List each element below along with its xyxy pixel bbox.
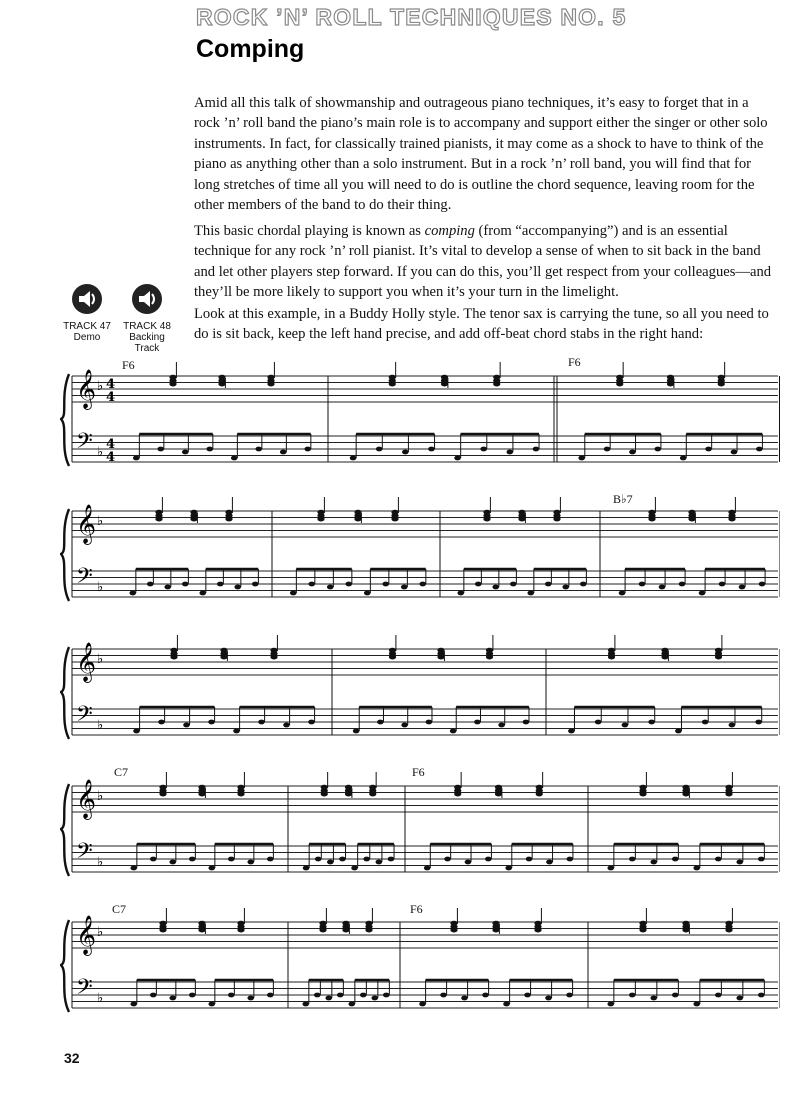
bass-note: [580, 582, 587, 587]
track-47-demo[interactable]: [58, 283, 116, 343]
chord-note: [389, 648, 396, 653]
chord-symbol: C7: [112, 902, 127, 916]
bass-note: [507, 450, 514, 455]
bass-note: [607, 1002, 614, 1007]
bass-note: [524, 993, 531, 998]
flat-sign: ♭: [97, 718, 104, 733]
chord-note: [639, 785, 646, 790]
chord-note: [450, 921, 457, 926]
chord-note: [237, 785, 244, 790]
bass-note: [715, 993, 722, 998]
bass-note: [482, 993, 489, 998]
bass-note: [129, 591, 136, 596]
chord-note: [667, 375, 674, 380]
intro-paragraph: Amid all this talk of showmanship and outrageous piano techniques, it’s easy to forget that in a rock ’n’ roll band the piano’s main role is to accompany and support either the singer or other solo instruments. In fact, for classically trained pianists, it may come as a shock to have to think of the piano as anything other than a solo instrument. But in a rock ’n’ roll band, you will find that for long stretches of time all you will need to do is outline the chord sequence, leaving room for the other members of the band to do their thing.: [194, 94, 768, 214]
flat-sign: ♭: [97, 991, 104, 1006]
chord-note: [190, 510, 197, 515]
bass-note: [659, 585, 666, 590]
bass-note: [457, 591, 464, 596]
bass-clef: 𝄢: [76, 429, 93, 459]
bass-note: [376, 860, 383, 865]
bass-note: [206, 447, 213, 452]
bass-note: [308, 582, 315, 587]
chord-note: [237, 921, 244, 926]
chord-note: [321, 785, 328, 790]
bass-note: [383, 993, 390, 998]
chord-note: [441, 375, 448, 380]
bass-note: [183, 723, 190, 728]
treble-clef: 𝄞: [76, 369, 97, 409]
bass-note: [169, 996, 176, 1001]
chord-note: [218, 375, 225, 380]
treble-clef: 𝄞: [76, 504, 97, 544]
track-number: TRACK 47: [63, 321, 111, 332]
bass-note: [402, 450, 409, 455]
grand-staff: [60, 625, 780, 765]
bass-note: [258, 720, 265, 725]
bass-note: [566, 993, 573, 998]
grand-staff: [60, 762, 780, 902]
bass-note: [353, 729, 360, 734]
bass-note: [315, 857, 322, 862]
bass-note: [182, 450, 189, 455]
bass-note: [290, 591, 297, 596]
bass-note: [150, 857, 157, 862]
bass-note: [351, 866, 358, 871]
bass-note: [545, 996, 552, 1001]
grand-staff: [60, 487, 780, 627]
bass-note: [461, 996, 468, 1001]
bass-note: [622, 723, 629, 728]
chord-note: [354, 510, 361, 515]
bass-note: [231, 456, 238, 461]
bass-note: [527, 591, 534, 596]
comping-paragraph-end: (from “accompanying”) and is an essential technique for any rock ’n’ roll pianist. It’s vital to develop a sense of when to sit back in the band and let other players step forward. If you can do this, you’ll get respect from your colleagues—and they’ll be more likely to support you when it’s your turn in the limelight.: [194, 222, 772, 301]
bass-note: [377, 720, 384, 725]
bass-note: [650, 860, 657, 865]
bass-note: [327, 585, 334, 590]
bass-note: [364, 591, 371, 596]
bass-note: [302, 1002, 309, 1007]
chord-note: [155, 510, 162, 515]
chord-note: [389, 375, 396, 380]
bass-note: [150, 993, 157, 998]
bass-note: [363, 857, 370, 862]
bass-note: [339, 857, 346, 862]
bass-note: [480, 447, 487, 452]
chord-note: [486, 648, 493, 653]
bass-note: [679, 582, 686, 587]
chord-note: [342, 921, 349, 926]
bass-note: [208, 1002, 215, 1007]
bass-note: [348, 1002, 355, 1007]
bass-note: [672, 993, 679, 998]
chord-note: [493, 375, 500, 380]
chord-note: [536, 785, 543, 790]
chord-symbol: C7: [114, 765, 129, 779]
chord-note: [270, 648, 277, 653]
chord-note: [616, 375, 623, 380]
bass-note: [546, 860, 553, 865]
bass-note: [648, 720, 655, 725]
flat-sign: ♭: [97, 445, 104, 460]
bass-note: [699, 591, 706, 596]
bass-note: [252, 582, 259, 587]
bass-note: [503, 1002, 510, 1007]
bass-note: [267, 857, 274, 862]
brace: [61, 784, 69, 876]
bass-note: [337, 993, 344, 998]
bass-note: [526, 857, 533, 862]
chord-note: [159, 921, 166, 926]
chord-note: [661, 648, 668, 653]
bass-note: [607, 866, 614, 871]
chord-note: [688, 510, 695, 515]
bass-note: [199, 591, 206, 596]
bass-note: [182, 582, 189, 587]
bass-note: [629, 993, 636, 998]
bass-note: [498, 723, 505, 728]
bass-note: [133, 729, 140, 734]
bass-note: [164, 585, 171, 590]
grand-staff: [60, 898, 780, 1038]
bass-note: [474, 720, 481, 725]
bass-note: [247, 996, 254, 1001]
comping-term: comping: [424, 222, 475, 239]
bass-note: [675, 729, 682, 734]
chord-symbol: F6: [122, 358, 135, 372]
bass-note: [567, 857, 574, 862]
chord-note: [648, 510, 655, 515]
track-label: Demo: [73, 332, 101, 343]
bass-note: [327, 860, 334, 865]
flat-sign: ♭: [97, 514, 104, 529]
time-signature: 4: [106, 437, 116, 452]
chord-note: [492, 921, 499, 926]
bass-note: [208, 866, 215, 871]
score-system-5: [60, 898, 780, 1038]
flat-sign: ♭: [97, 925, 104, 940]
chord-note: [518, 510, 525, 515]
comping-paragraph-start: This basic chordal playing is known as: [194, 222, 425, 239]
bass-note: [739, 585, 746, 590]
chord-symbol: F6: [412, 765, 425, 779]
bass-note: [755, 720, 762, 725]
chord-note: [159, 785, 166, 790]
bass-note: [595, 720, 602, 725]
cd-audio-icon: [131, 283, 163, 315]
bass-note: [562, 585, 569, 590]
bass-note: [228, 993, 235, 998]
bass-note: [426, 720, 433, 725]
comping-paragraph: [194, 221, 776, 303]
flat-sign: ♭: [97, 652, 104, 667]
chord-note: [608, 648, 615, 653]
bass-note: [388, 857, 395, 862]
bass-note: [702, 720, 709, 725]
chord-note: [728, 510, 735, 515]
bass-note: [492, 585, 499, 590]
bass-note: [234, 585, 241, 590]
flat-sign: ♭: [97, 789, 104, 804]
bass-note: [283, 723, 290, 728]
bass-note: [736, 860, 743, 865]
bass-note: [280, 450, 287, 455]
chord-note: [725, 921, 732, 926]
bass-note: [759, 582, 766, 587]
chord-note: [534, 921, 541, 926]
bass-note: [158, 720, 165, 725]
track-48-backing[interactable]: [118, 283, 176, 354]
track-number: TRACK 48: [123, 321, 171, 332]
bass-clef: 𝄢: [76, 564, 93, 594]
bass-note: [130, 1002, 137, 1007]
bass-note: [533, 447, 540, 452]
bass-note: [705, 447, 712, 452]
flat-sign: ♭: [97, 379, 104, 394]
bass-note: [217, 582, 224, 587]
chord-note: [319, 921, 326, 926]
flat-sign: ♭: [97, 580, 104, 595]
example-paragraph: Look at this example, in a Buddy Holly style. The tenor sax is carrying the tune, so all you need to do is sit back, keep the left hand precise, and add off-beat chord stabs in the right hand:: [194, 305, 769, 343]
flat-sign: ♭: [97, 855, 104, 870]
grand-staff: [60, 352, 780, 492]
bass-note: [758, 993, 765, 998]
bass-note: [505, 866, 512, 871]
bass-note: [428, 447, 435, 452]
bass-note: [208, 720, 215, 725]
bass-note: [325, 996, 332, 1001]
bass-note: [578, 456, 585, 461]
bass-note: [382, 582, 389, 587]
chord-note: [169, 375, 176, 380]
chord-note: [725, 785, 732, 790]
bass-note: [450, 729, 457, 734]
bass-note: [133, 456, 140, 461]
score-system-2: [60, 487, 780, 627]
chord-note: [715, 648, 722, 653]
chord-note: [365, 921, 372, 926]
bass-note: [376, 447, 383, 452]
bass-note: [360, 993, 367, 998]
chord-symbol: F6: [568, 355, 581, 369]
brace: [61, 920, 69, 1012]
series-heading: ROCK ’N’ ROLL TECHNIQUES NO. 5: [196, 4, 627, 30]
chord-note: [495, 785, 502, 790]
bass-note: [639, 582, 646, 587]
brace: [61, 647, 69, 739]
bass-note: [314, 993, 321, 998]
treble-clef: 𝄞: [76, 915, 97, 955]
bass-note: [419, 1002, 426, 1007]
bass-note: [475, 582, 482, 587]
chord-note: [225, 510, 232, 515]
page-number: 32: [64, 1050, 80, 1066]
bass-note: [401, 585, 408, 590]
treble-clef: 𝄞: [76, 779, 97, 819]
bass-note: [485, 857, 492, 862]
bass-note: [130, 866, 137, 871]
bass-clef: 𝄢: [76, 702, 93, 732]
bass-note: [267, 993, 274, 998]
chord-note: [198, 785, 205, 790]
chord-symbol: B♭7: [613, 492, 633, 506]
bass-note: [756, 447, 763, 452]
bass-note: [255, 447, 262, 452]
bass-note: [510, 582, 517, 587]
treble-clef: 𝄞: [76, 642, 97, 682]
bass-note: [345, 582, 352, 587]
bass-note: [629, 450, 636, 455]
chord-note: [639, 921, 646, 926]
track-label: Backing Track: [129, 332, 165, 354]
bass-note: [729, 723, 736, 728]
score-system-4: [60, 762, 780, 902]
bass-note: [228, 857, 235, 862]
chord-note: [267, 375, 274, 380]
bass-note: [719, 582, 726, 587]
bass-note: [444, 857, 451, 862]
bass-note: [465, 860, 472, 865]
page-header: [196, 4, 626, 64]
bass-note: [731, 450, 738, 455]
bass-note: [303, 866, 310, 871]
chord-note: [170, 648, 177, 653]
bass-note: [629, 857, 636, 862]
chord-note: [391, 510, 398, 515]
time-signature: 4: [106, 377, 116, 392]
bass-note: [157, 447, 164, 452]
bass-note: [454, 456, 461, 461]
chord-note: [682, 921, 689, 926]
bass-note: [189, 857, 196, 862]
bass-note: [440, 993, 447, 998]
chord-note: [483, 510, 490, 515]
bass-note: [693, 866, 700, 871]
bass-note: [424, 866, 431, 871]
chord-note: [317, 510, 324, 515]
bass-note: [715, 857, 722, 862]
bass-note: [604, 447, 611, 452]
chord-note: [369, 785, 376, 790]
cd-audio-icon: [71, 283, 103, 315]
bass-note: [401, 723, 408, 728]
bass-clef: 𝄢: [76, 839, 93, 869]
bass-note: [419, 582, 426, 587]
bass-note: [758, 857, 765, 862]
bass-note: [308, 720, 315, 725]
bass-note: [650, 996, 657, 1001]
bass-note: [680, 456, 687, 461]
brace: [61, 509, 69, 601]
bass-note: [655, 447, 662, 452]
bass-clef: 𝄢: [76, 975, 93, 1005]
bass-note: [371, 996, 378, 1001]
bass-note: [693, 1002, 700, 1007]
chord-symbol: F6: [410, 902, 423, 916]
brace: [61, 374, 69, 466]
bass-note: [189, 993, 196, 998]
score-system-1: [60, 352, 780, 492]
bass-note: [672, 857, 679, 862]
bass-note: [147, 582, 154, 587]
chord-note: [682, 785, 689, 790]
chord-note: [198, 921, 205, 926]
bass-note: [233, 729, 240, 734]
bass-note: [545, 582, 552, 587]
time-signature: 4: [106, 390, 116, 405]
bass-note: [350, 456, 357, 461]
chord-note: [718, 375, 725, 380]
chord-note: [437, 648, 444, 653]
chord-note: [345, 785, 352, 790]
page-title: Comping: [196, 35, 305, 63]
chord-note: [454, 785, 461, 790]
bass-note: [247, 860, 254, 865]
bass-note: [568, 729, 575, 734]
chord-note: [220, 648, 227, 653]
bass-note: [736, 996, 743, 1001]
bass-note: [523, 720, 530, 725]
time-signature: 4: [106, 450, 116, 465]
bass-note: [619, 591, 626, 596]
chord-note: [553, 510, 560, 515]
bass-note: [304, 447, 311, 452]
bass-note: [169, 860, 176, 865]
score-system-3: [60, 625, 780, 765]
